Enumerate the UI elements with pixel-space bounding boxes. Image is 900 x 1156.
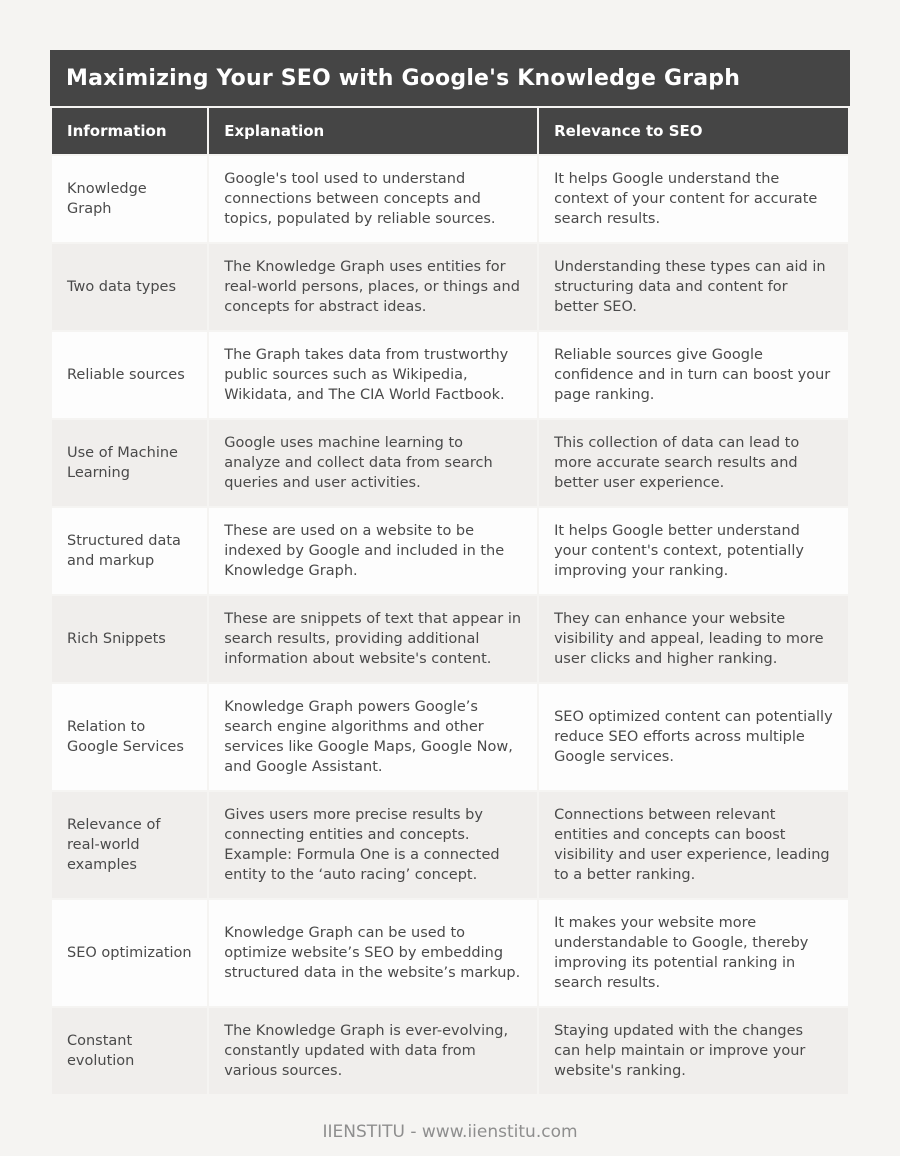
cell-relevance: It helps Google better understand your content's context, potentially improving your ranking. [539, 508, 848, 594]
column-header-explanation: Explanation [209, 108, 537, 154]
cell-relevance: It helps Google understand the context of your content for accurate search results. [539, 156, 848, 242]
cell-relevance: Reliable sources give Google confidence and in turn can boost your page ranking. [539, 332, 848, 418]
cell-explanation: The Knowledge Graph is ever-evolving, constantly updated with data from various sources. [209, 1008, 537, 1094]
cell-explanation: Google's tool used to understand connections between concepts and topics, populated by reliable sources. [209, 156, 537, 242]
table-row [52, 244, 848, 330]
table-row [52, 900, 848, 1006]
seo-knowledge-graph-table [50, 106, 850, 1096]
cell-explanation: These are snippets of text that appear in search results, providing additional information about website's content. [209, 596, 537, 682]
cell-information: Relation to Google Services [52, 684, 207, 790]
cell-explanation: Knowledge Graph can be used to optimize website’s SEO by embedding structured data in the website’s markup. [209, 900, 537, 1006]
cell-information: SEO optimization [52, 900, 207, 1006]
cell-explanation: These are used on a website to be indexed by Google and included in the Knowledge Graph. [209, 508, 537, 594]
cell-information: Structured data and markup [52, 508, 207, 594]
cell-explanation: Knowledge Graph powers Google’s search engine algorithms and other services like Google Maps, Google Now, and Google Assistant. [209, 684, 537, 790]
cell-information: Knowledge Graph [52, 156, 207, 242]
cell-information: Use of Machine Learning [52, 420, 207, 506]
table-row [52, 684, 848, 790]
cell-relevance: Understanding these types can aid in structuring data and content for better SEO. [539, 244, 848, 330]
column-header-relevance: Relevance to SEO [539, 108, 848, 154]
table-row [52, 1008, 848, 1094]
seo-table-card [50, 50, 850, 1142]
cell-relevance: They can enhance your website visibility and appeal, leading to more user clicks and higher ranking. [539, 596, 848, 682]
cell-information: Relevance of real-world examples [52, 792, 207, 898]
cell-information: Reliable sources [52, 332, 207, 418]
table-header-row [52, 108, 848, 154]
cell-relevance: Staying updated with the changes can help maintain or improve your website's ranking. [539, 1008, 848, 1094]
table-body [52, 156, 848, 1094]
footer-credit: IIENSTITU - www.iienstitu.com [322, 1122, 578, 1142]
cell-explanation: The Knowledge Graph uses entities for real-world persons, places, or things and concepts for abstract ideas. [209, 244, 537, 330]
cell-explanation: Google uses machine learning to analyze and collect data from search queries and user activities. [209, 420, 537, 506]
table-row [52, 508, 848, 594]
cell-relevance: Connections between relevant entities and concepts can boost visibility and user experience, leading to a better ranking. [539, 792, 848, 898]
cell-explanation: Gives users more precise results by connecting entities and concepts. Example: Formula One is a connected entity to the ‘auto racing’ concept. [209, 792, 537, 898]
cell-explanation: The Graph takes data from trustworthy public sources such as Wikipedia, Wikidata, and The CIA World Factbook. [209, 332, 537, 418]
cell-relevance: This collection of data can lead to more accurate search results and better user experience. [539, 420, 848, 506]
cell-relevance: It makes your website more understandable to Google, thereby improving its potential ranking in search results. [539, 900, 848, 1006]
table-row [52, 420, 848, 506]
table-row [52, 156, 848, 242]
cell-information: Rich Snippets [52, 596, 207, 682]
cell-relevance: SEO optimized content can potentially reduce SEO efforts across multiple Google services. [539, 684, 848, 790]
column-header-information: Information [52, 108, 207, 154]
cell-information: Constant evolution [52, 1008, 207, 1094]
table-row [52, 596, 848, 682]
page-title: Maximizing Your SEO with Google's Knowledge Graph [50, 50, 850, 106]
table-row [52, 792, 848, 898]
cell-information: Two data types [52, 244, 207, 330]
table-row [52, 332, 848, 418]
